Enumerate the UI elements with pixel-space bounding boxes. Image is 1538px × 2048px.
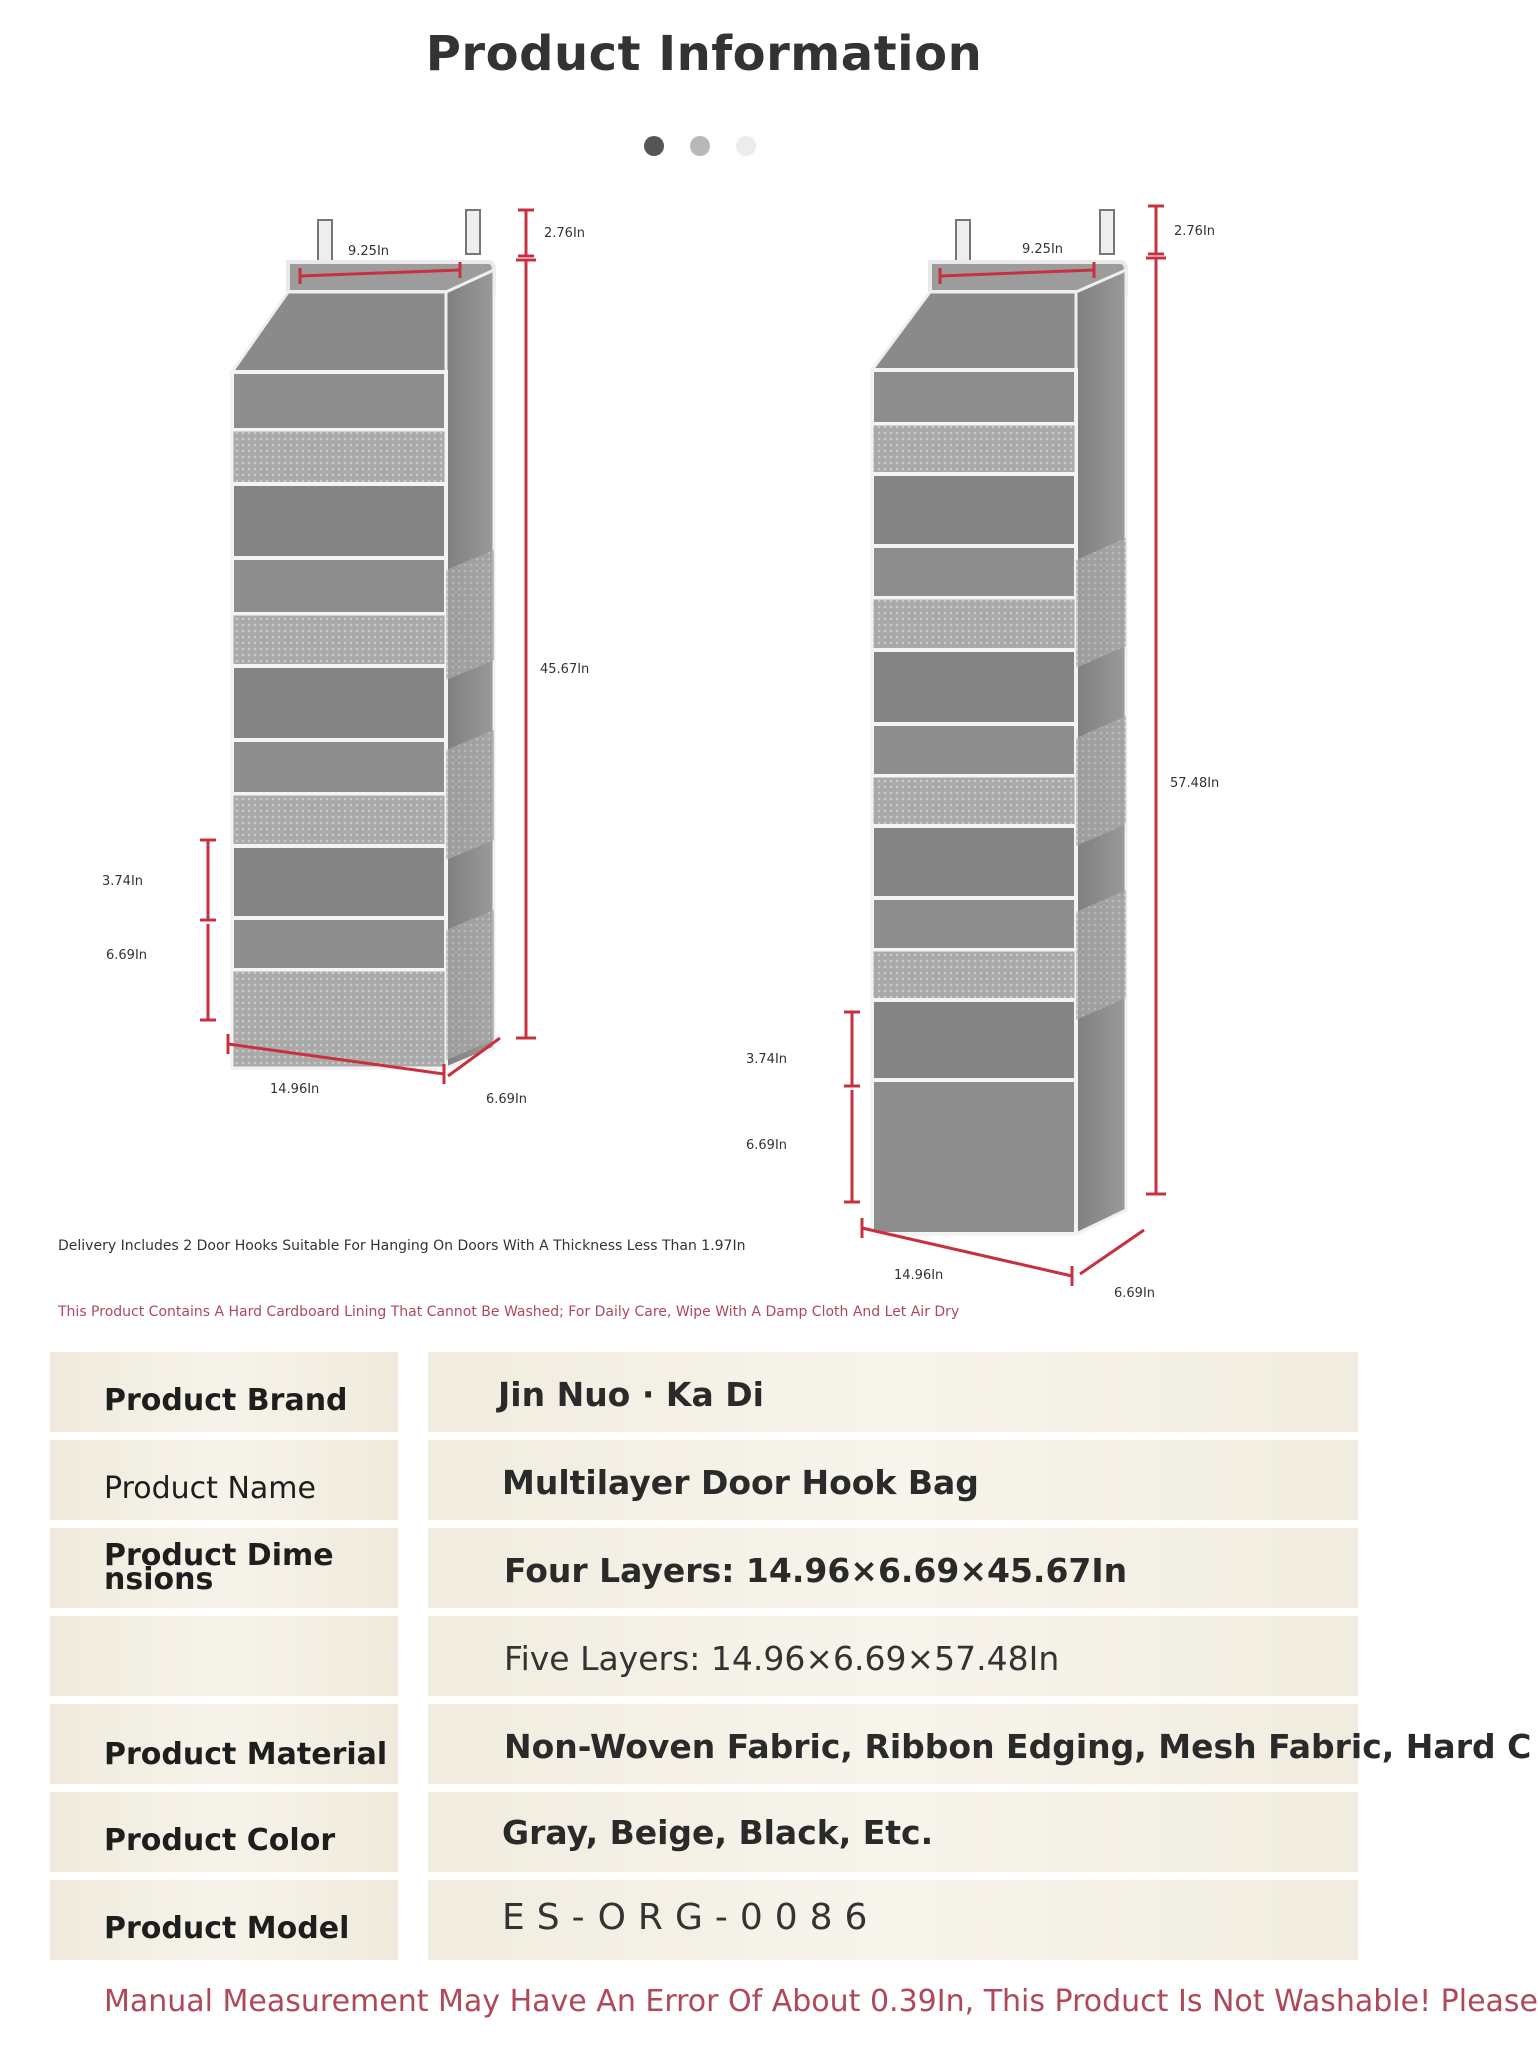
delivery-note: Delivery Includes 2 Door Hooks Suitable For Hanging On Doors With A Thickness Less Than 1.97In — [58, 1238, 746, 1254]
organizer-illustration — [0, 190, 1408, 1340]
page-title: Product Information — [425, 26, 983, 82]
spec-row-color — [50, 1792, 1358, 1872]
spec-row-dimensions-2 — [50, 1616, 1358, 1696]
right-organizer — [872, 210, 1126, 1234]
spec-value: Jin Nuo · Ka Di — [498, 1375, 764, 1414]
left-bottom-depth-label: 6.69In — [486, 1092, 528, 1107]
left-pocket-top-label: 3.74In — [102, 874, 144, 889]
spec-row-brand — [50, 1352, 1358, 1432]
left-organizer — [232, 210, 494, 1068]
right-pocket-depth-label: 6.69In — [746, 1138, 788, 1153]
spec-row-dimensions — [50, 1528, 1358, 1608]
left-pocket-depth-label: 6.69In — [106, 948, 148, 963]
left-hook-height-label: 2.76In — [544, 226, 586, 241]
spec-value-cell — [428, 1704, 1532, 1784]
product-dimension-diagram — [0, 190, 1408, 1340]
right-top-width-label: 9.25In — [1022, 242, 1064, 257]
left-top-width-label: 9.25In — [348, 244, 390, 259]
spec-value: Multilayer Door Hook Bag — [502, 1463, 979, 1502]
right-height-label: 57.48In — [1170, 776, 1220, 791]
spec-row-name — [50, 1440, 1358, 1520]
spec-label-cell — [50, 1528, 398, 1608]
spec-value: Four Layers: 14.96×6.69×45.67In — [504, 1551, 1128, 1590]
spec-value: Non-Woven Fabric, Ribbon Edging, Mesh Fabric, Hard C — [504, 1727, 1532, 1766]
spec-value-cell — [428, 1352, 1358, 1432]
spec-row-material — [50, 1704, 1532, 1784]
spec-row-model — [50, 1880, 1358, 1960]
spec-label: Product Model — [104, 1911, 350, 1946]
spec-label-cell — [50, 1440, 398, 1520]
carousel-indicator — [644, 136, 756, 156]
spec-label-cell — [50, 1792, 398, 1872]
right-pocket-top-label: 3.74In — [746, 1052, 788, 1067]
spec-label-cell — [50, 1880, 398, 1960]
left-height-label: 45.67In — [540, 662, 590, 677]
spec-value-cell — [428, 1880, 1358, 1960]
carousel-dot-2[interactable] — [690, 136, 710, 156]
spec-label: Product Brand — [104, 1383, 348, 1418]
carousel-dot-3[interactable] — [736, 136, 756, 156]
right-bottom-depth-label: 6.69In — [1114, 1286, 1156, 1301]
spec-label: Product Material — [104, 1737, 388, 1772]
spec-value-cell — [428, 1792, 1358, 1872]
right-hook-height-label: 2.76In — [1174, 224, 1216, 239]
spec-value: Gray, Beige, Black, Etc. — [502, 1813, 934, 1852]
spec-label-cell — [50, 1352, 398, 1432]
spec-value: ES-ORG-0086 — [502, 1897, 880, 1938]
spec-value-cell — [428, 1528, 1358, 1608]
spec-label: Product Dimensions — [104, 1538, 334, 1597]
spec-label-cell — [50, 1616, 398, 1696]
right-bottom-width-label: 14.96In — [894, 1268, 944, 1283]
spec-label: Product Color — [104, 1823, 336, 1858]
left-bottom-width-label: 14.96In — [270, 1082, 320, 1097]
spec-label: Product Name — [104, 1471, 316, 1506]
care-note: This Product Contains A Hard Cardboard Lining That Cannot Be Washed; For Daily Care, Wipe With A Damp Cloth And Let Air Dry — [58, 1304, 960, 1320]
spec-value: Five Layers: 14.96×6.69×57.48In — [504, 1639, 1060, 1678]
spec-label-cell — [50, 1704, 398, 1784]
spec-value-cell — [428, 1616, 1358, 1696]
carousel-dot-1[interactable] — [644, 136, 664, 156]
footer-note: Manual Measurement May Have An Error Of About 0.39In, This Product Is Not Washable! Please — [104, 1984, 1538, 2019]
spec-value-cell — [428, 1440, 1358, 1520]
